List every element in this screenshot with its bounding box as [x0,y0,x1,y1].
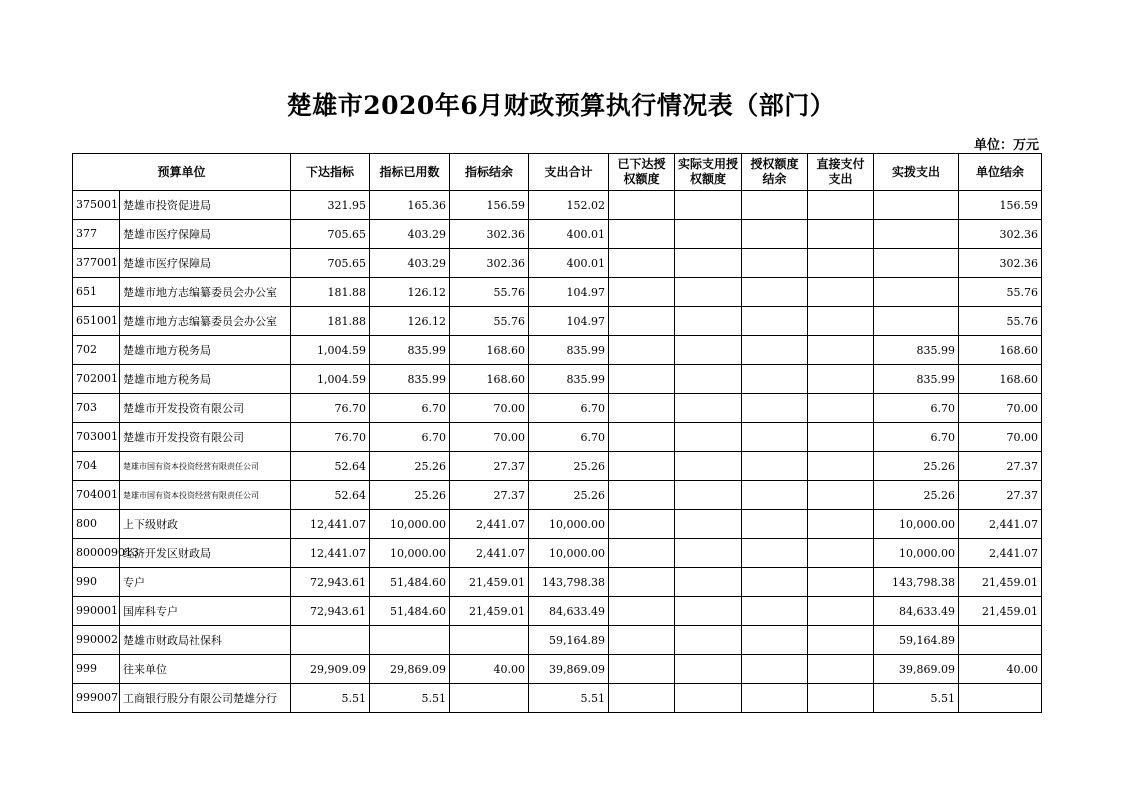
cell-auth-used [675,191,742,220]
cell-auth-issued [609,626,675,655]
cell-issued: 1,004.59 [291,336,370,365]
cell-name: 国库科专户 [120,597,291,626]
table-body [73,191,1042,713]
cell-balance: 168.60 [450,336,529,365]
cell-used: 10,000.00 [370,539,450,568]
cell-unit-balance: 2,441.07 [959,510,1042,539]
cell-unit-balance: 70.00 [959,423,1042,452]
header-unit: 预算单位 [73,154,291,191]
cell-issued: 321.95 [291,191,370,220]
cell-auth-balance [742,336,808,365]
table-row [73,655,1042,684]
cell-unit-balance: 55.76 [959,307,1042,336]
cell-used: 126.12 [370,278,450,307]
cell-auth-issued [609,510,675,539]
cell-spend-total: 6.70 [529,423,609,452]
cell-auth-balance [742,481,808,510]
cell-balance [450,684,529,713]
cell-auth-issued [609,365,675,394]
table-row [73,481,1042,510]
cell-actual: 10,000.00 [874,510,959,539]
cell-auth-used [675,249,742,278]
cell-name: 专户 [120,568,291,597]
cell-balance: 2,441.07 [450,539,529,568]
cell-name: 楚雄市国有资本投资经营有限责任公司 [120,452,291,481]
cell-issued: 705.65 [291,249,370,278]
cell-auth-balance [742,307,808,336]
cell-spend-total: 6.70 [529,394,609,423]
cell-code: 377 [73,220,120,249]
cell-unit-balance: 302.36 [959,220,1042,249]
cell-balance: 302.36 [450,249,529,278]
cell-balance: 21,459.01 [450,597,529,626]
cell-direct-pay [808,394,874,423]
cell-name: 楚雄市医疗保障局 [120,220,291,249]
cell-direct-pay [808,481,874,510]
table-row [73,568,1042,597]
header-auth-balance: 授权额度结余 [742,154,808,191]
cell-issued: 76.70 [291,394,370,423]
cell-unit-balance: 40.00 [959,655,1042,684]
cell-direct-pay [808,626,874,655]
cell-actual: 835.99 [874,365,959,394]
cell-code: 704001 [73,481,120,510]
cell-name: 楚雄市地方税务局 [120,365,291,394]
cell-direct-pay [808,365,874,394]
header-balance: 指标结余 [450,154,529,191]
cell-name: 楚雄市地方志编纂委员会办公室 [120,278,291,307]
header-actual: 实拨支出 [874,154,959,191]
cell-issued: 76.70 [291,423,370,452]
cell-issued: 12,441.07 [291,510,370,539]
cell-direct-pay [808,307,874,336]
table-row [73,597,1042,626]
cell-unit-balance: 168.60 [959,336,1042,365]
header-auth-issued: 已下达授权额度 [609,154,675,191]
cell-direct-pay [808,597,874,626]
cell-name: 楚雄市开发投资有限公司 [120,394,291,423]
table-row [73,684,1042,713]
cell-actual [874,278,959,307]
cell-code: 377001 [73,249,120,278]
cell-unit-balance [959,684,1042,713]
table-row [73,539,1042,568]
cell-auth-balance [742,191,808,220]
cell-code: 375001 [73,191,120,220]
cell-direct-pay [808,278,874,307]
cell-spend-total: 5.51 [529,684,609,713]
cell-auth-used [675,278,742,307]
cell-name: 楚雄市医疗保障局 [120,249,291,278]
cell-issued: 705.65 [291,220,370,249]
table-row [73,423,1042,452]
cell-spend-total: 104.97 [529,307,609,336]
table-row [73,249,1042,278]
cell-used: 403.29 [370,249,450,278]
cell-used: 25.26 [370,452,450,481]
cell-actual [874,249,959,278]
cell-unit-balance: 156.59 [959,191,1042,220]
budget-table [72,153,1042,713]
cell-issued: 72,943.61 [291,597,370,626]
cell-unit-balance: 2,441.07 [959,539,1042,568]
cell-unit-balance: 27.37 [959,481,1042,510]
header-issued: 下达指标 [291,154,370,191]
cell-used: 5.51 [370,684,450,713]
cell-spend-total: 104.97 [529,278,609,307]
cell-used: 835.99 [370,365,450,394]
cell-code: 800 [73,510,120,539]
cell-code: 703 [73,394,120,423]
table-row [73,626,1042,655]
cell-auth-balance [742,452,808,481]
cell-direct-pay [808,539,874,568]
cell-used [370,626,450,655]
cell-actual [874,191,959,220]
cell-issued: 181.88 [291,307,370,336]
cell-spend-total: 143,798.38 [529,568,609,597]
table-row [73,394,1042,423]
cell-auth-balance [742,278,808,307]
cell-balance: 27.37 [450,452,529,481]
cell-unit-balance: 302.36 [959,249,1042,278]
cell-actual: 25.26 [874,481,959,510]
cell-auth-issued [609,336,675,365]
cell-auth-used [675,220,742,249]
cell-auth-issued [609,278,675,307]
cell-auth-issued [609,539,675,568]
cell-issued: 52.64 [291,452,370,481]
cell-actual: 143,798.38 [874,568,959,597]
cell-auth-issued [609,249,675,278]
cell-spend-total: 84,633.49 [529,597,609,626]
cell-spend-total: 835.99 [529,365,609,394]
cell-balance: 40.00 [450,655,529,684]
cell-balance [450,626,529,655]
cell-name: 上下级财政 [120,510,291,539]
cell-balance: 55.76 [450,307,529,336]
cell-auth-used [675,539,742,568]
cell-name: 往来单位 [120,655,291,684]
cell-spend-total: 10,000.00 [529,539,609,568]
cell-issued: 52.64 [291,481,370,510]
cell-actual: 6.70 [874,394,959,423]
cell-auth-used [675,655,742,684]
header-unit-balance: 单位结余 [959,154,1042,191]
cell-code: 999007 [73,684,120,713]
header-used: 指标已用数 [370,154,450,191]
cell-balance: 168.60 [450,365,529,394]
cell-auth-balance [742,365,808,394]
unit-label: 单位：万元 [973,138,1039,153]
cell-used: 51,484.60 [370,568,450,597]
cell-actual: 59,164.89 [874,626,959,655]
cell-balance: 27.37 [450,481,529,510]
cell-auth-balance [742,684,808,713]
cell-auth-issued [609,220,675,249]
cell-code: 651001 [73,307,120,336]
cell-auth-issued [609,597,675,626]
cell-used: 6.70 [370,423,450,452]
cell-used: 25.26 [370,481,450,510]
cell-code: 800009013 [73,539,120,568]
cell-actual [874,307,959,336]
cell-code: 990002 [73,626,120,655]
table-row [73,220,1042,249]
header-spend-total: 支出合计 [529,154,609,191]
cell-code: 702 [73,336,120,365]
cell-auth-used [675,510,742,539]
cell-code: 651 [73,278,120,307]
cell-auth-used [675,684,742,713]
header-direct-pay: 直接支付支出 [808,154,874,191]
cell-actual: 25.26 [874,452,959,481]
cell-auth-used [675,626,742,655]
cell-balance: 2,441.07 [450,510,529,539]
cell-auth-balance [742,394,808,423]
cell-auth-issued [609,655,675,684]
cell-direct-pay [808,336,874,365]
cell-name: 楚雄市财政局社保科 [120,626,291,655]
cell-name: 工商银行股分有限公司楚雄分行 [120,684,291,713]
cell-auth-balance [742,626,808,655]
cell-actual: 10,000.00 [874,539,959,568]
cell-spend-total: 400.01 [529,249,609,278]
cell-code: 990 [73,568,120,597]
table-row [73,336,1042,365]
cell-used: 29,869.09 [370,655,450,684]
cell-auth-issued [609,394,675,423]
cell-issued: 1,004.59 [291,365,370,394]
cell-auth-used [675,307,742,336]
cell-auth-used [675,423,742,452]
cell-auth-balance [742,510,808,539]
cell-issued: 5.51 [291,684,370,713]
cell-used: 403.29 [370,220,450,249]
cell-spend-total: 59,164.89 [529,626,609,655]
cell-auth-used [675,394,742,423]
cell-balance: 302.36 [450,220,529,249]
cell-direct-pay [808,684,874,713]
cell-used: 835.99 [370,336,450,365]
cell-actual: 6.70 [874,423,959,452]
cell-name: 楚雄市地方税务局 [120,336,291,365]
cell-name: 楚雄市国有资本投资经营有限责任公司 [120,481,291,510]
cell-actual: 84,633.49 [874,597,959,626]
cell-auth-balance [742,597,808,626]
cell-auth-issued [609,452,675,481]
cell-auth-balance [742,249,808,278]
cell-code: 990001 [73,597,120,626]
cell-name: 楚雄市投资促进局 [120,191,291,220]
cell-unit-balance: 55.76 [959,278,1042,307]
cell-auth-issued [609,568,675,597]
cell-direct-pay [808,191,874,220]
cell-issued: 29,909.09 [291,655,370,684]
cell-direct-pay [808,510,874,539]
cell-auth-issued [609,191,675,220]
page-title: 楚雄市2020年6月财政预算执行情况表（部门） [286,91,836,120]
header-auth-used: 实际支用授权额度 [675,154,742,191]
cell-direct-pay [808,655,874,684]
cell-auth-balance [742,568,808,597]
cell-code: 703001 [73,423,120,452]
cell-issued: 12,441.07 [291,539,370,568]
cell-unit-balance [959,626,1042,655]
cell-spend-total: 835.99 [529,336,609,365]
cell-auth-used [675,597,742,626]
cell-balance: 21,459.01 [450,568,529,597]
cell-code: 704 [73,452,120,481]
table-row [73,510,1042,539]
cell-auth-balance [742,423,808,452]
cell-spend-total: 10,000.00 [529,510,609,539]
header-row [73,154,1042,191]
cell-direct-pay [808,423,874,452]
cell-issued: 72,943.61 [291,568,370,597]
cell-auth-used [675,452,742,481]
table-row [73,191,1042,220]
cell-name: 楚雄市开发投资有限公司 [120,423,291,452]
cell-balance: 156.59 [450,191,529,220]
cell-auth-used [675,336,742,365]
cell-auth-issued [609,423,675,452]
cell-actual [874,220,959,249]
cell-auth-balance [742,220,808,249]
cell-unit-balance: 21,459.01 [959,568,1042,597]
cell-code: 702001 [73,365,120,394]
table-row [73,278,1042,307]
cell-actual: 835.99 [874,336,959,365]
cell-auth-used [675,568,742,597]
cell-spend-total: 25.26 [529,481,609,510]
cell-unit-balance: 168.60 [959,365,1042,394]
cell-direct-pay [808,249,874,278]
cell-unit-balance: 70.00 [959,394,1042,423]
cell-spend-total: 25.26 [529,452,609,481]
cell-direct-pay [808,568,874,597]
cell-used: 6.70 [370,394,450,423]
cell-name: 经济开发区财政局 [120,539,291,568]
table-row [73,307,1042,336]
table-row [73,365,1042,394]
cell-direct-pay [808,452,874,481]
cell-balance: 70.00 [450,394,529,423]
cell-name: 楚雄市地方志编纂委员会办公室 [120,307,291,336]
cell-spend-total: 400.01 [529,220,609,249]
cell-direct-pay [808,220,874,249]
cell-spend-total: 39,869.09 [529,655,609,684]
cell-auth-balance [742,539,808,568]
cell-used: 51,484.60 [370,597,450,626]
cell-issued: 181.88 [291,278,370,307]
cell-actual: 5.51 [874,684,959,713]
cell-used: 126.12 [370,307,450,336]
cell-auth-used [675,365,742,394]
cell-auth-used [675,481,742,510]
cell-spend-total: 152.02 [529,191,609,220]
cell-used: 10,000.00 [370,510,450,539]
cell-code: 999 [73,655,120,684]
cell-issued [291,626,370,655]
cell-auth-issued [609,481,675,510]
cell-unit-balance: 21,459.01 [959,597,1042,626]
cell-actual: 39,869.09 [874,655,959,684]
cell-auth-balance [742,655,808,684]
cell-unit-balance: 27.37 [959,452,1042,481]
cell-used: 165.36 [370,191,450,220]
table-row [73,452,1042,481]
cell-balance: 70.00 [450,423,529,452]
cell-balance: 55.76 [450,278,529,307]
cell-auth-issued [609,684,675,713]
cell-auth-issued [609,307,675,336]
